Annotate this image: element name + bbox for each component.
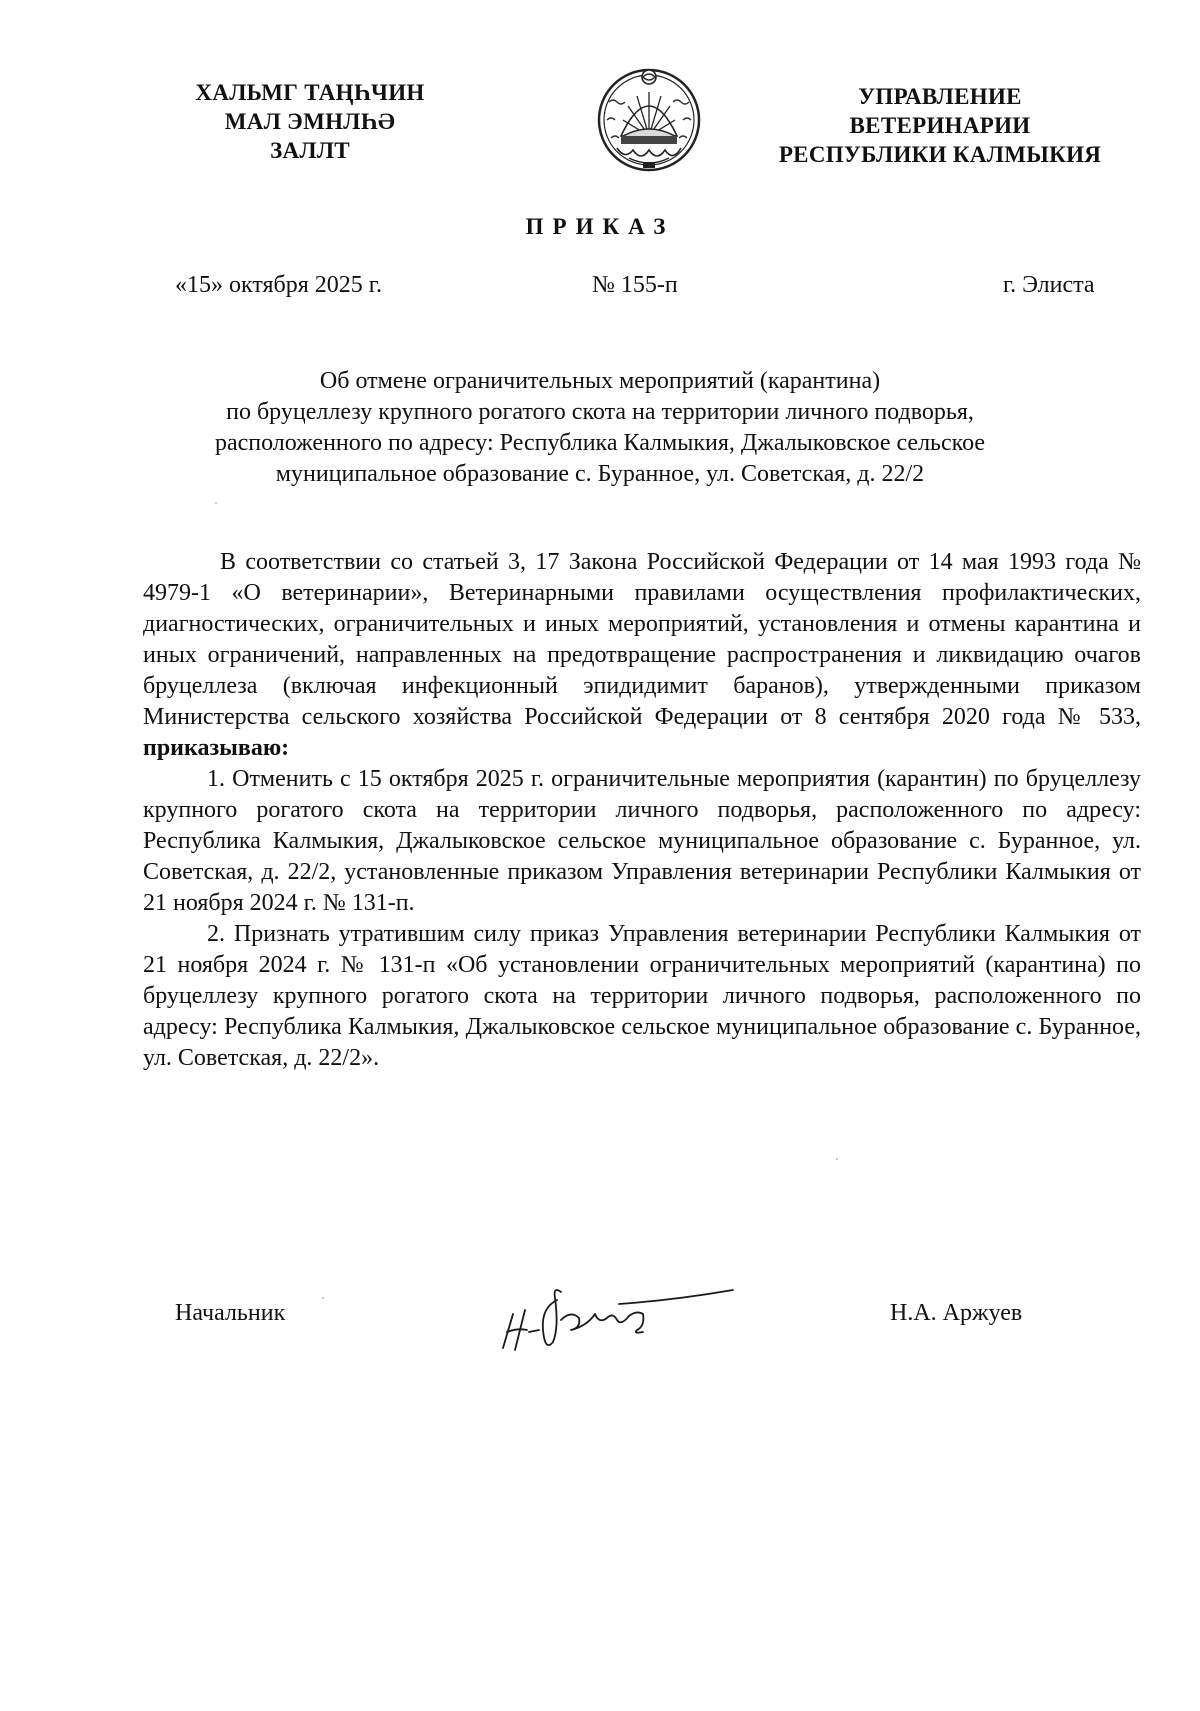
handwritten-signature-icon bbox=[495, 1270, 735, 1360]
header-left-line: ХАЛЬМГ ТАҢҺЧИН bbox=[195, 80, 425, 105]
subject-line: по бруцеллезу крупного рогатого скота на территории личного подворья, bbox=[226, 399, 974, 425]
order-date: «15» октября 2025 г. bbox=[175, 272, 382, 298]
scan-speck bbox=[322, 1297, 324, 1299]
header-right-line: РЕСПУБЛИКИ КАЛМЫКИЯ bbox=[778, 142, 1102, 167]
order-item-2: 2. Признать утратившим силу приказ Управления ветеринарии Республики Калмыкия от 21 ноября 2024 г. № 131-п «Об установлении ограничительных мероприятий (карантина) по бруцеллезу крупного рогатого скота на территории личного подворья, расположенного по адресу: Республика Калмыкия, Джалыковское сельское муниципальное образование с. Буранное, ул. Советская, д. 22/2». bbox=[143, 921, 1141, 1071]
preamble-text: В соответствии со статьей 3, 17 Закона Российской Федерации от 14 мая 1993 года № 4979-1 «О ветеринарии», Ветеринарными правилами осуществления профилактических, диагностических, ограничительных и иных мероприятий, установления и отмены карантина и иных ограничений, направленных на предотвращение распространения и ликвидацию очагов бруцеллеза (включая инфекционный эпидидимит баранов), утвержденными приказом Министерства сельского хозяйства Российской Федерации от 8 сентября 2020 года № 533, bbox=[143, 549, 1141, 730]
order-subject bbox=[0, 366, 1200, 490]
subject-line: расположенного по адресу: Республика Калмыкия, Джалыковское сельское bbox=[214, 430, 986, 456]
subject-line: муниципальное образование с. Буранное, ул. Советская, д. 22/2 bbox=[275, 461, 925, 487]
order-number: № 155-п bbox=[592, 272, 678, 298]
subject-line: Об отмене ограничительных мероприятий (карантина) bbox=[319, 368, 881, 394]
scan-speck bbox=[836, 1158, 838, 1160]
header-left-line: МАЛ ЭМНЛҺӘ bbox=[224, 109, 396, 134]
directive-text: приказываю: bbox=[143, 735, 290, 761]
kalmykia-coat-of-arms-icon bbox=[593, 62, 705, 180]
header-right-line: УПРАВЛЕНИЕ bbox=[858, 84, 1022, 109]
order-city: г. Элиста bbox=[1003, 272, 1095, 298]
header-right-line: ВЕТЕРИНАРИИ bbox=[849, 113, 1031, 138]
header-left-block bbox=[180, 78, 440, 165]
signatory-name: Н.А. Аржуев bbox=[890, 1300, 1023, 1326]
order-item-1: 1. Отменить с 15 октября 2025 г. ограничительные мероприятия (карантин) по бруцеллезу крупного рогатого скота на территории личного подворья, расположенного по адресу: Республика Калмыкия, Джалыковское сельское муниципальное образование с. Буранное, ул. Советская, д. 22/2, установленные приказом Управления ветеринарии Республики Калмыкия от 21 ноября 2024 г. № 131-п. bbox=[143, 766, 1141, 916]
order-body bbox=[143, 547, 1141, 1074]
signatory-position: Начальник bbox=[175, 1300, 286, 1326]
preamble-paragraph bbox=[143, 547, 1141, 764]
order-title: ПРИКАЗ bbox=[525, 214, 675, 239]
header-left-line: ЗАЛЛТ bbox=[270, 138, 350, 163]
header-right-block bbox=[750, 82, 1130, 169]
scan-speck bbox=[215, 502, 217, 504]
